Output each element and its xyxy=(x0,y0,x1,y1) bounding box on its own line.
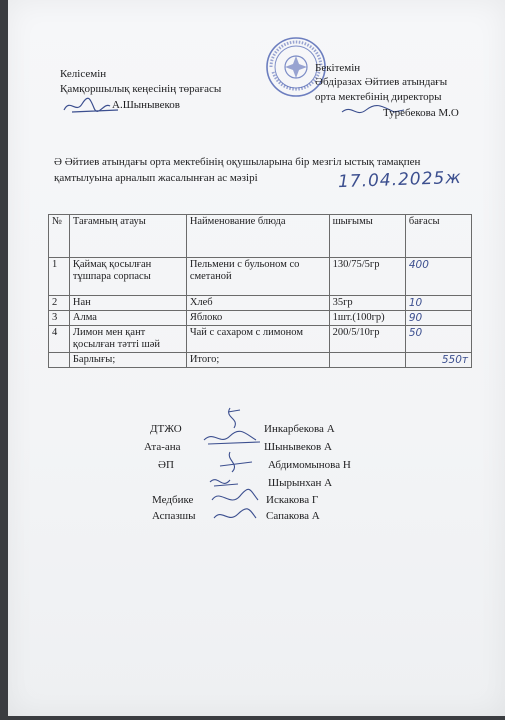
signature-dtzho xyxy=(228,408,240,428)
cell-dish-ru: Пельмени с бульоном со сметаной xyxy=(186,258,329,296)
signatory-name-nurse: Искакова Г xyxy=(266,494,319,506)
header-price: бағасы xyxy=(405,215,471,258)
signatory-role-nurse: Медбике xyxy=(152,494,194,506)
cell-dish-kz: Лимон мен қант қосылған тәтті шәй xyxy=(69,326,186,353)
document-title-line1: Ә Әйтиев атындағы орта мектебінің оқушыларына бір мезгіл ыстық тамақпен xyxy=(54,156,421,168)
approval-left-name: А.Шынывеков xyxy=(112,99,180,111)
cell-yield: 200/5/10гр xyxy=(329,326,405,353)
approval-right-line2: Әбдіразах Әйтиев атындағы xyxy=(315,76,448,88)
approval-right-line1: Бекітемін xyxy=(315,62,361,74)
cell-total-value: 550т xyxy=(405,353,471,368)
signatory-name-parent: Шынывеков А xyxy=(264,441,332,453)
approval-left-line1: Келісемін xyxy=(60,68,107,80)
signatory-role-cook: Аспазшы xyxy=(152,510,196,522)
cell-number: 4 xyxy=(49,326,70,353)
signatures-cluster xyxy=(200,400,270,530)
cell-dish-ru: Хлеб xyxy=(186,296,329,311)
signatory-role-ap: ӘП xyxy=(158,459,174,471)
cell-dish-ru: Чай с сахаром с лимоном xyxy=(186,326,329,353)
signature-nurse xyxy=(212,489,258,500)
cell-dish-ru: Яблоко xyxy=(186,311,329,326)
cell-total-blank xyxy=(329,353,405,368)
signature-cook xyxy=(214,509,256,518)
cell-dish-kz: Қаймақ қосылған тұшпара сорпасы xyxy=(69,258,186,296)
header-number: № xyxy=(49,215,70,258)
cell-total-label-ru: Итого; xyxy=(186,353,329,368)
cell-price: 90 xyxy=(405,311,471,326)
table-row xyxy=(49,326,472,353)
header-dish-ru: Найменование блюда xyxy=(186,215,329,258)
cell-price: 10 xyxy=(405,296,471,311)
cell-price: 400 xyxy=(405,258,471,296)
signatory-role-parent: Ата-ана xyxy=(144,441,181,453)
signatory-name-dtzho: Инкарбекова А xyxy=(264,423,335,435)
approval-right-name: Туребекова М.О xyxy=(383,107,459,119)
signatory-name-ap: Абдимомынова Н xyxy=(268,459,351,471)
signature-ap xyxy=(220,452,252,472)
table-header-row xyxy=(49,215,472,258)
signature-4 xyxy=(210,480,238,486)
menu-table xyxy=(48,214,472,368)
cell-price: 50 xyxy=(405,326,471,353)
approval-left-line2: Қамқоршылық кеңесінің төрағасы xyxy=(60,83,222,95)
cell-dish-kz: Алма xyxy=(69,311,186,326)
cell-number: 1 xyxy=(49,258,70,296)
cell-yield: 130/75/5гр xyxy=(329,258,405,296)
document-page xyxy=(8,0,505,716)
signatory-name-4: Шырынхан А xyxy=(268,477,333,489)
cell-dish-kz: Нан xyxy=(69,296,186,311)
cell-number: 3 xyxy=(49,311,70,326)
cell-total-label-kz: Барлығы; xyxy=(69,353,186,368)
cell-yield: 1шт.(100гр) xyxy=(329,311,405,326)
approval-right-line3: орта мектебінің директоры xyxy=(315,91,442,103)
table-total-row xyxy=(49,353,472,368)
header-yield: шығымы xyxy=(329,215,405,258)
table-row xyxy=(49,296,472,311)
cell-number: 2 xyxy=(49,296,70,311)
document-title-line2: қамтылуына арналып жасалынған ас мәзірі xyxy=(54,172,258,184)
signatory-role-dtzho: ДТЖО xyxy=(150,423,182,435)
header-dish-kz: Тағамның атауы xyxy=(69,215,186,258)
signature-parent xyxy=(204,431,260,444)
cell-total-blank xyxy=(49,353,70,368)
signatory-name-cook: Сапакова А xyxy=(266,510,320,522)
table-row xyxy=(49,258,472,296)
cell-yield: 35гр xyxy=(329,296,405,311)
handwritten-date: 17.04.2025ж xyxy=(337,167,462,193)
table-row xyxy=(49,311,472,326)
